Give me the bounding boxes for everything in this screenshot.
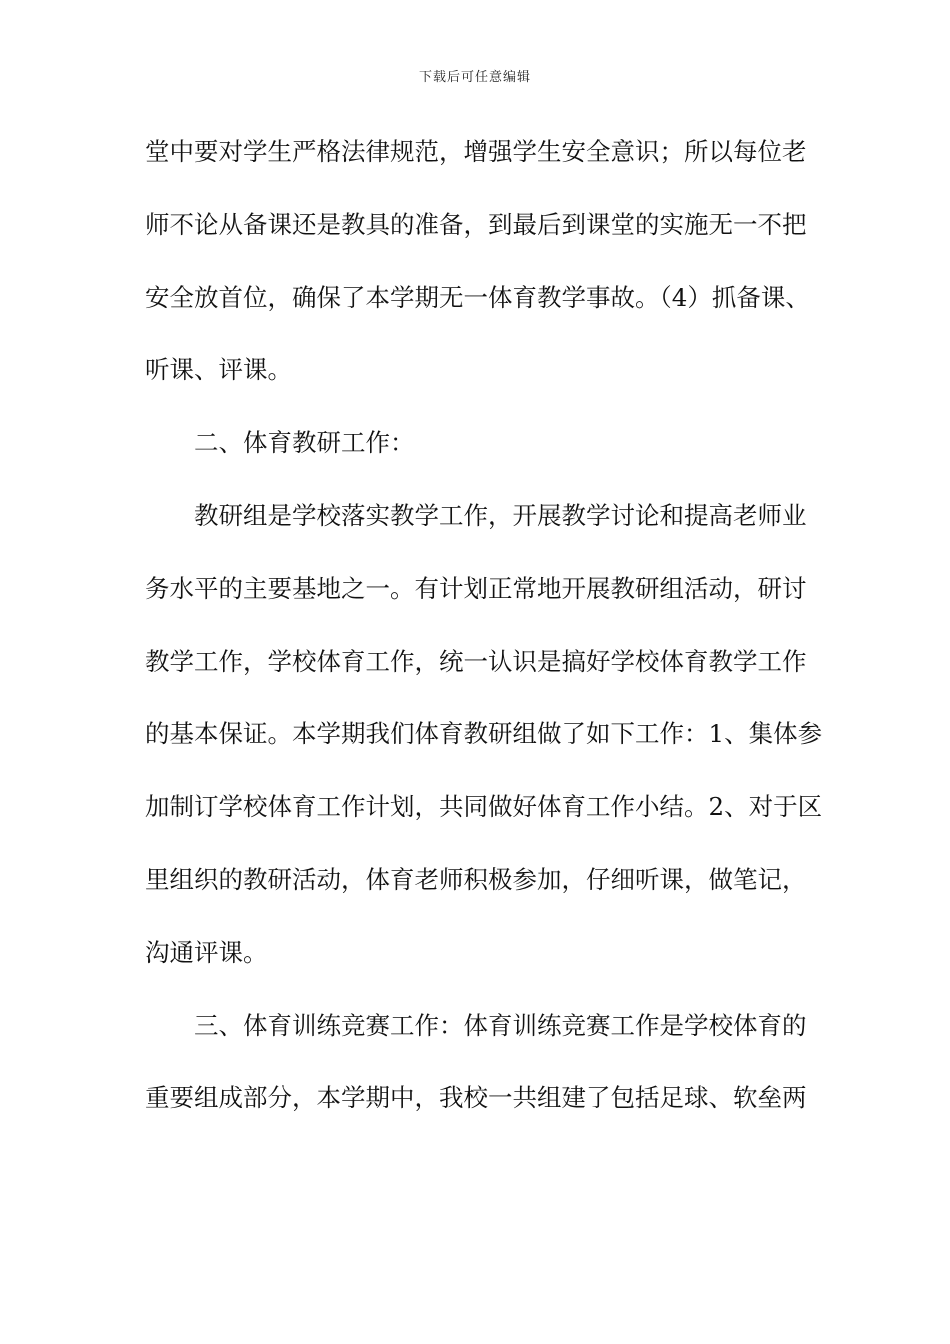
text-line: 加制订学校体育工作计划，共同做好体育工作小结。2、对于区 (145, 792, 823, 822)
document-body (145, 124, 823, 1143)
text-line: 教研组是学校落实教学工作，开展教学讨论和提高老师业 (194, 500, 807, 530)
text-line: 安全放首位，确保了本学期无一体育教学事故。（4）抓备课、 (145, 282, 810, 312)
text-line: 重要组成部分，本学期中，我校一共组建了包括足球、软垒两 (145, 1083, 807, 1113)
text-line: 的基本保证。本学期我们体育教研组做了如下工作：1、集体参 (145, 719, 823, 749)
text-line: 沟通评课。 (145, 937, 268, 967)
text-line: 师不论从备课还是教具的准备，到最后到课堂的实施无一不把 (145, 209, 807, 239)
text-line: 里组织的教研活动，体育老师积极参加，仔细听课，做笔记， (145, 864, 807, 894)
section-heading: 三、体育训练竞赛工作：体育训练竞赛工作是学校体育的 (194, 1010, 807, 1040)
section-heading: 二、体育教研工作： (194, 428, 415, 458)
page-header: 下载后可任意编辑 (418, 70, 531, 85)
text-line: 教学工作，学校体育工作，统一认识是搞好学校体育教学工作 (145, 646, 807, 676)
text-line: 务水平的主要基地之一。有计划正常地开展教研组活动，研讨 (145, 573, 807, 603)
text-line: 堂中要对学生严格法律规范，增强学生安全意识；所以每位老 (145, 137, 807, 166)
text-line: 听课、评课。 (145, 355, 292, 385)
